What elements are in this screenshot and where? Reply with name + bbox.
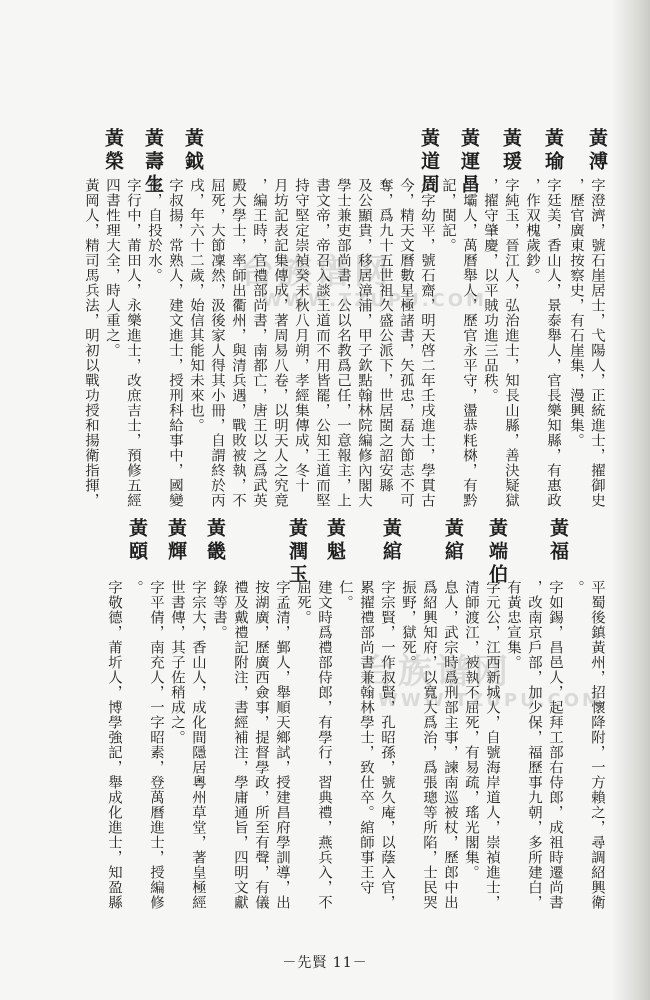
entry-text: 戌，年六十二歲，始信其能知未來也。 (188, 178, 204, 433)
entry-text: ，編王時，官禮部尚書，南都亡，唐王以之爲武英 (251, 178, 267, 508)
entry-text: 字叔揚，常熟人，建文進士，授刑科給事中，國變 (167, 178, 183, 508)
entry-name-huang-duanbo: 黃端伯 (486, 518, 508, 587)
entry-name-huang-hui: 黃輝 (165, 518, 187, 564)
entry-name-huang-shousheng: 黃壽生 (142, 128, 164, 197)
entry-text: 字元公，江西新城人，自號海岸道人，崇禎進士， (484, 580, 500, 910)
entry-name-huang-yunchang: 黃運昌 (458, 128, 480, 197)
entry-text: 今，精天文曆數星極諸書，矢孤忠，磊大節志不可 (398, 178, 414, 508)
entry-name-huang-daozhou: 黃道周 (418, 128, 440, 197)
entry-name-huang-yue: 黃鉞 (182, 128, 204, 174)
entry-name-huang-kui: 黃魁 (324, 518, 346, 564)
page-number: －先賢 11－ (282, 955, 368, 971)
entry-text: 字純玉，晉江人，弘治進士，知長山縣，善決疑獄 (503, 178, 519, 508)
entry-text: 記，閩記。 (440, 178, 456, 253)
entry-text: 平蜀後鎮黃州，招懷降附，一方賴之，尋調紹興衛 (589, 580, 605, 910)
entry-text: 錄等書。 (211, 580, 227, 640)
entry-text: 字如錫，昌邑人，起拜工部右侍郎，成祖時遷尚書 (547, 580, 563, 910)
entry-text: 爲紹興知府，以寬大爲治，爲張璁等所陷，士民哭 (421, 580, 437, 910)
watermark-url-2: WWW.TZUPU.COM (378, 690, 603, 711)
watermark-url: WWW.TZUPU.COM (262, 290, 487, 311)
entry-text: 世書傳，其子佐稍成之。 (169, 580, 185, 745)
entry-text: 按湖廣，歷廣西僉事，提督學政，所至有聲，有儀 (253, 580, 269, 910)
entry-text: 字廷美，香山人，景泰舉人，官長樂知縣，有惠政 (545, 178, 561, 508)
entry-name-huang-pu: 黃溥 (586, 128, 608, 174)
entry-text: ，歷官廣東按察史，有石崖集，漫興集。 (568, 178, 584, 448)
entry-text: 屈死，大節凜然，汲後家人得其小冊，自謂終於丙 (209, 178, 225, 508)
entry-text: 字孟清，鄞人，舉順天鄉試，授建昌府學訓導，出 (274, 580, 290, 910)
entry-text: 禮及戴禮記附注，書經補注，學庸通旨，四明文獻 (232, 580, 248, 910)
entry-text: 公字幼平，號石齋，明天啓二年壬戌進士，學貫古 (419, 178, 435, 508)
entry-text: 黃岡人，精司馬兵法，明初以戰功授和揚衛指揮， (83, 178, 99, 508)
entry-text: 持守堅定崇禎癸未秋八月朔，孝經集傳成，冬十 (293, 178, 309, 493)
entry-text: 字宗大，香山人，成化間隱居粵州草堂，著皇極經 (190, 580, 206, 910)
entry-text: 字平倩，南充人，一字昭素，登萬曆進士，授編修 (148, 580, 164, 910)
entry-name-huang-yu: 黃瑜 (542, 128, 564, 174)
entry-text: 字敬德，莆圻人，博學強記，舉成化進士，知盈縣 (106, 580, 122, 910)
entry-name-huang-yuan: 黃瑗 (500, 128, 522, 174)
entry-text: 殿大學士，率師出衢州，與清兵遇，戰敗被執，不 (230, 178, 246, 508)
watermark-text-2: 台族谱网 (360, 652, 512, 692)
entry-text: 學士兼吏部尚書，公以名教爲己任，一意報主，上 (335, 178, 351, 508)
entry-text: 仁。 (337, 580, 353, 610)
entry-text: ，作双槐歲鈔。 (524, 178, 540, 283)
entry-text: 。 (127, 580, 143, 595)
entry-text: ，擢守肇慶，以平賊功進三品秩。 (482, 178, 498, 403)
entry-text: 字行中，莆田人，永樂進士，改庶吉士，預修五經 (125, 178, 141, 508)
entry-text: 有黃忠宣集。 (505, 580, 521, 670)
entry-text: 累擢禮部尚書兼翰林學士，致仕卒。綰師事王守 (358, 580, 374, 895)
entry-name-huang-runyu: 黃潤玉 (286, 518, 308, 587)
entry-text: 建文時爲禮部侍郎，有學行，習典禮，燕兵入，不 (316, 580, 332, 910)
entry-text: 奪，爲九十五世祖久盛公派下，世居閩之詔安縣 (377, 178, 393, 493)
entry-text: 四書性理大全，時人重之。 (104, 178, 120, 358)
entry-text: 。 (568, 580, 584, 595)
entry-text: 清師渡江，被執不屈死，有易疏，瑤光閣集。 (463, 580, 479, 880)
entry-text: 平壩人，萬曆舉人，歷官永平守，盪恭粍棥，有黔 (461, 178, 477, 508)
watermark-text: 台族谱网 (240, 252, 392, 292)
entry-text: 月坊記表記集傳成，著周易八卷，以明天人之究竟 (272, 178, 288, 508)
entry-text: 屈死。 (295, 580, 311, 625)
entry-name-huang-wan: 黃綰 (442, 518, 464, 564)
page-edge-shadow (612, 0, 650, 1000)
entry-text: 振野，獄死。 (400, 580, 416, 670)
entry-name-huang-ji: 黃畿 (204, 518, 226, 564)
entry-name-huang-wan-2: 黃綰 (380, 518, 402, 564)
entry-text: ，改南京戶部，加少保，福歷事九朝，多所建白， (526, 580, 542, 910)
entry-text: 字宗賢，一作叔賢，孔昭孫，號久庵，以蔭入官， (379, 580, 395, 910)
entry-text: 息人，武宗時爲刑部主事，諫南巡被杖，歷郎中出 (442, 580, 458, 910)
entry-name-huang-fu: 黃福 (547, 518, 569, 564)
entry-text: 書文帝，帝召入談王道而不用皆罷，公知王道而堅 (314, 178, 330, 508)
entry-text: 後，自投於水。 (146, 178, 162, 283)
entry-name-huang-rong: 黃榮 (102, 128, 124, 174)
entry-text: 及公顯貴，移居漳浦，甲子欽點翰林院編修內閣大 (356, 178, 372, 508)
entry-text: 字澄濟，號石崖居士，弋陽人，正統進士，擢御史 (589, 178, 605, 508)
entry-name-huang-yi: 黃頤 (126, 518, 148, 564)
